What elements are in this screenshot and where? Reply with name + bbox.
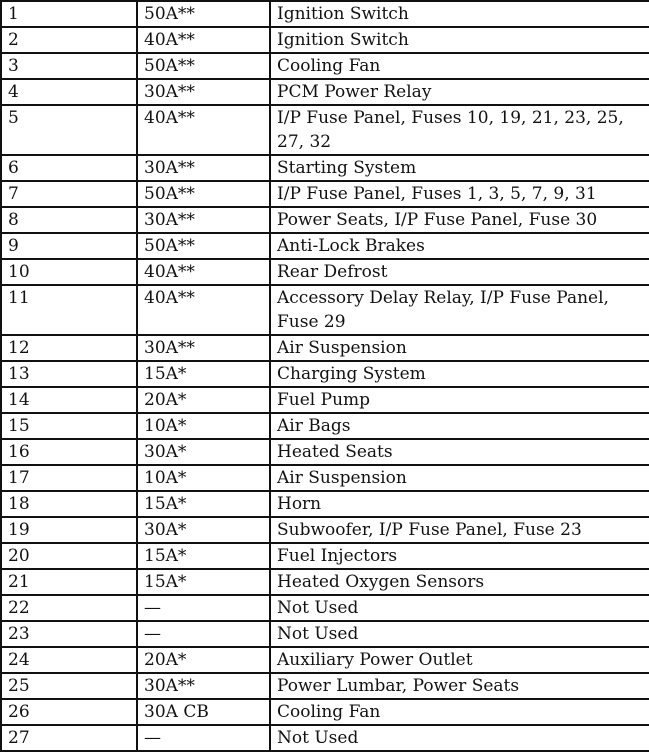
fuse-table-body — [1, 1, 649, 751]
fuse-rating-cell: 15A* — [137, 569, 270, 595]
fuse-rating-cell: 40A** — [137, 285, 270, 335]
fuse-number-cell: 24 — [1, 647, 137, 673]
fuse-description-cell: Auxiliary Power Outlet — [270, 647, 649, 673]
table-row — [1, 595, 649, 621]
fuse-rating-cell: 30A* — [137, 439, 270, 465]
fuse-rating-cell: — — [137, 595, 270, 621]
fuse-rating-cell: 50A** — [137, 1, 270, 27]
fuse-description-cell: Fuel Injectors — [270, 543, 649, 569]
fuse-number-cell: 3 — [1, 53, 137, 79]
fuse-rating-cell: 15A* — [137, 491, 270, 517]
table-row — [1, 361, 649, 387]
fuse-number-cell: 13 — [1, 361, 137, 387]
table-row — [1, 491, 649, 517]
fuse-rating-cell: 30A CB — [137, 699, 270, 725]
table-row — [1, 181, 649, 207]
fuse-rating-cell: 30A* — [137, 517, 270, 543]
table-row — [1, 1, 649, 27]
fuse-number-cell: 9 — [1, 233, 137, 259]
fuse-rating-cell: 20A* — [137, 387, 270, 413]
table-row — [1, 439, 649, 465]
fuse-number-cell: 27 — [1, 725, 137, 751]
fuse-number-cell: 4 — [1, 79, 137, 105]
fuse-number-cell: 1 — [1, 1, 137, 27]
fuse-number-cell: 10 — [1, 259, 137, 285]
fuse-description-cell: Power Seats, I/P Fuse Panel, Fuse 30 — [270, 207, 649, 233]
fuse-description-cell: Starting System — [270, 155, 649, 181]
fuse-number-cell: 23 — [1, 621, 137, 647]
fuse-description-cell: Charging System — [270, 361, 649, 387]
fuse-description-cell: Ignition Switch — [270, 1, 649, 27]
table-row — [1, 543, 649, 569]
fuse-number-cell: 5 — [1, 105, 137, 155]
table-row — [1, 259, 649, 285]
fuse-number-cell: 14 — [1, 387, 137, 413]
table-row — [1, 699, 649, 725]
fuse-description-cell: Horn — [270, 491, 649, 517]
fuse-rating-cell: 20A* — [137, 647, 270, 673]
fuse-description-cell: Cooling Fan — [270, 53, 649, 79]
table-row — [1, 155, 649, 181]
table-row — [1, 105, 649, 155]
table-row — [1, 53, 649, 79]
fuse-description-cell: Air Bags — [270, 413, 649, 439]
fuse-rating-cell: 40A** — [137, 27, 270, 53]
fuse-rating-cell: 40A** — [137, 259, 270, 285]
table-row — [1, 465, 649, 491]
fuse-description-cell: Fuel Pump — [270, 387, 649, 413]
fuse-number-cell: 7 — [1, 181, 137, 207]
table-row — [1, 387, 649, 413]
fuse-description-cell: Air Suspension — [270, 335, 649, 361]
fuse-number-cell: 25 — [1, 673, 137, 699]
fuse-description-cell: Not Used — [270, 621, 649, 647]
fuse-rating-cell: 10A* — [137, 465, 270, 491]
fuse-description-cell: Rear Defrost — [270, 259, 649, 285]
fuse-number-cell: 19 — [1, 517, 137, 543]
fuse-number-cell: 11 — [1, 285, 137, 335]
fuse-description-cell: Cooling Fan — [270, 699, 649, 725]
fuse-description-cell: PCM Power Relay — [270, 79, 649, 105]
fuse-description-cell: I/P Fuse Panel, Fuses 10, 19, 21, 23, 25, 27, 32 — [270, 105, 649, 155]
fuse-number-cell: 16 — [1, 439, 137, 465]
fuse-rating-cell: 50A** — [137, 233, 270, 259]
fuse-rating-cell: 15A* — [137, 361, 270, 387]
fuse-rating-cell: 15A* — [137, 543, 270, 569]
table-row — [1, 569, 649, 595]
fuse-number-cell: 18 — [1, 491, 137, 517]
table-row — [1, 233, 649, 259]
fuse-rating-cell: — — [137, 725, 270, 751]
fuse-number-cell: 12 — [1, 335, 137, 361]
fuse-number-cell: 20 — [1, 543, 137, 569]
fuse-rating-cell: 40A** — [137, 105, 270, 155]
fuse-description-cell: Accessory Delay Relay, I/P Fuse Panel, Fuse 29 — [270, 285, 649, 335]
table-row — [1, 207, 649, 233]
fuse-rating-cell: 30A** — [137, 673, 270, 699]
table-row — [1, 27, 649, 53]
table-row — [1, 79, 649, 105]
fuse-number-cell: 8 — [1, 207, 137, 233]
fuse-rating-cell: 50A** — [137, 181, 270, 207]
fuse-rating-cell: — — [137, 621, 270, 647]
table-row — [1, 413, 649, 439]
fuse-rating-cell: 30A** — [137, 335, 270, 361]
fuse-description-cell: Power Lumbar, Power Seats — [270, 673, 649, 699]
table-row — [1, 621, 649, 647]
fuse-rating-cell: 30A** — [137, 79, 270, 105]
fuse-description-cell: Heated Seats — [270, 439, 649, 465]
fuse-rating-cell: 30A** — [137, 155, 270, 181]
fuse-number-cell: 15 — [1, 413, 137, 439]
fuse-number-cell: 26 — [1, 699, 137, 725]
table-row — [1, 285, 649, 335]
fuse-description-cell: Heated Oxygen Sensors — [270, 569, 649, 595]
fuse-description-cell: Air Suspension — [270, 465, 649, 491]
fuse-description-cell: Subwoofer, I/P Fuse Panel, Fuse 23 — [270, 517, 649, 543]
fuse-number-cell: 22 — [1, 595, 137, 621]
fuse-description-cell: Anti-Lock Brakes — [270, 233, 649, 259]
fuse-description-cell: Not Used — [270, 725, 649, 751]
fuse-rating-cell: 50A** — [137, 53, 270, 79]
fuse-description-cell: I/P Fuse Panel, Fuses 1, 3, 5, 7, 9, 31 — [270, 181, 649, 207]
fuse-number-cell: 17 — [1, 465, 137, 491]
table-row — [1, 647, 649, 673]
table-row — [1, 673, 649, 699]
table-row — [1, 517, 649, 543]
fuse-number-cell: 6 — [1, 155, 137, 181]
fuse-description-cell: Not Used — [270, 595, 649, 621]
table-row — [1, 335, 649, 361]
fuse-description-cell: Ignition Switch — [270, 27, 649, 53]
fuse-number-cell: 2 — [1, 27, 137, 53]
fuse-rating-cell: 10A* — [137, 413, 270, 439]
fuse-number-cell: 21 — [1, 569, 137, 595]
table-row — [1, 725, 649, 751]
fuse-rating-cell: 30A** — [137, 207, 270, 233]
